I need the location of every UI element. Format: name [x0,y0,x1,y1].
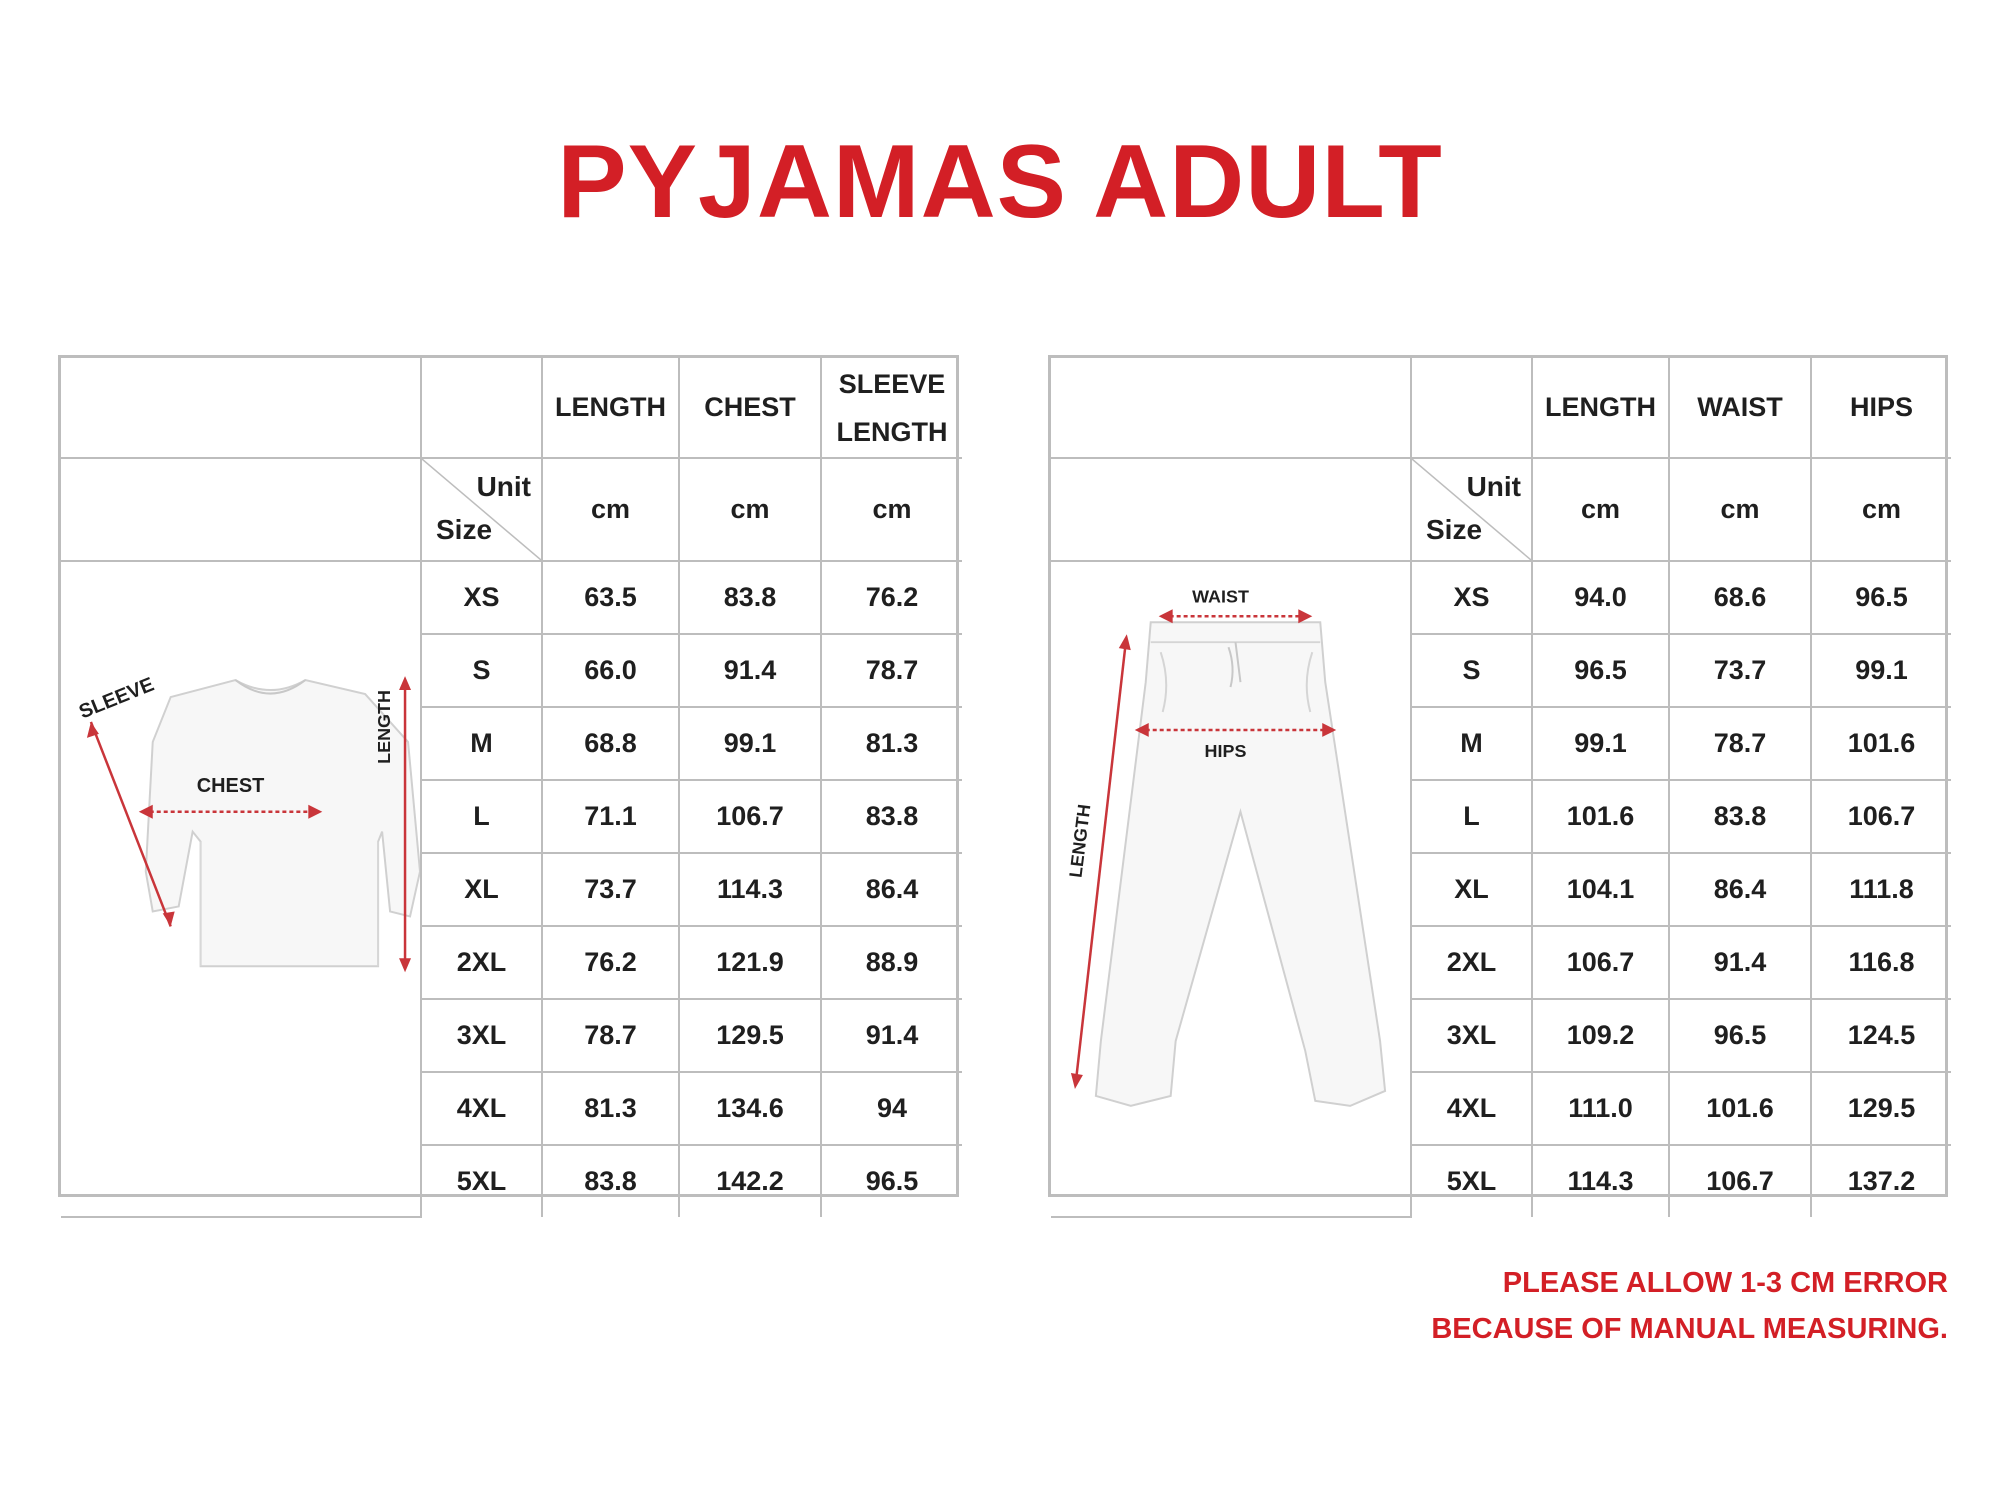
value-cell: 73.7 [1669,634,1811,707]
value-cell: 129.5 [1811,1072,1951,1145]
arrow-head [1119,634,1131,650]
value-cell: 66.0 [542,634,679,707]
hips-label: HIPS [1204,740,1247,761]
arrow-head [1298,609,1312,623]
unit-size-corner [421,458,542,561]
arrow-head [399,958,411,972]
pants-diagram [1051,562,1410,1216]
value-cell: 91.4 [821,999,962,1072]
value-cell: 73.7 [542,853,679,926]
value-cell: 76.2 [542,926,679,999]
header-chest: CHEST [679,358,821,458]
value-cell: 114.3 [1532,1145,1669,1217]
value-cell: 83.8 [821,780,962,853]
note-line-1: PLEASE ALLOW 1-3 CM ERROR [1502,1267,1948,1299]
size-label: Size [436,514,493,545]
value-cell: 83.8 [542,1145,679,1217]
length-label: LENGTH [1065,803,1095,879]
value-cell: 134.6 [679,1072,821,1145]
size-cell: S [421,634,542,707]
arrow-head [1071,1073,1083,1089]
size-label: Size [1426,514,1483,545]
value-cell: 96.5 [1811,561,1951,634]
page-title: PYJAMAS ADULT [557,124,1443,240]
value-cell: 101.6 [1532,780,1669,853]
blank-cell [61,358,421,458]
table-row [1051,561,1951,634]
size-cell: 4XL [421,1072,542,1145]
value-cell: 96.5 [1532,634,1669,707]
value-cell: 91.4 [1669,926,1811,999]
value-cell: 91.4 [679,634,821,707]
value-cell: 71.1 [542,780,679,853]
value-cell: 68.8 [542,707,679,780]
size-cell: 2XL [421,926,542,999]
value-cell: 94 [821,1072,962,1145]
value-cell: 86.4 [1669,853,1811,926]
value-cell: 68.6 [1669,561,1811,634]
value-cell: 109.2 [1532,999,1669,1072]
value-cell: 137.2 [1811,1145,1951,1217]
header-hips: HIPS [1811,358,1951,458]
value-cell: 83.8 [679,561,821,634]
top-size-table [61,358,962,1218]
chest-label: CHEST [196,774,265,797]
header-sleeve-length [821,358,962,458]
unit-size-corner [1411,458,1532,561]
value-cell: 94.0 [1532,561,1669,634]
blank-cell [1411,358,1532,458]
blank-cell [1051,358,1411,458]
value-cell: 99.1 [1532,707,1669,780]
unit-cm: cm [679,458,821,561]
value-cell: 129.5 [679,999,821,1072]
size-cell: 3XL [421,999,542,1072]
size-cell: XL [1411,853,1532,926]
bottom-size-table [1051,358,1951,1218]
sleeve-label: SLEEVE [75,673,158,724]
size-cell: 3XL [1411,999,1532,1072]
header-sleeve-line1: SLEEVE [838,368,946,399]
value-cell: 104.1 [1532,853,1669,926]
size-cell: M [421,707,542,780]
size-cell: S [1411,634,1532,707]
value-cell: 78.7 [1669,707,1811,780]
pants-shape [1096,622,1385,1106]
value-cell: 99.1 [1811,634,1951,707]
value-cell: 96.5 [1669,999,1811,1072]
unit-cm: cm [542,458,679,561]
value-cell: 111.8 [1811,853,1951,926]
value-cell: 106.7 [679,780,821,853]
blank-cell [61,458,421,561]
value-cell: 99.1 [679,707,821,780]
size-cell: L [421,780,542,853]
waist-label: WAIST [1192,586,1249,607]
header-waist: WAIST [1669,358,1811,458]
value-cell: 142.2 [679,1145,821,1217]
length-label: LENGTH [374,690,395,764]
header-row [1051,358,1951,458]
header-length: LENGTH [1532,358,1669,458]
size-cell: 5XL [421,1145,542,1217]
arrow-head [1159,609,1173,623]
value-cell: 114.3 [679,853,821,926]
size-cell: 5XL [1411,1145,1532,1217]
table-row [61,561,962,634]
value-cell: 124.5 [1811,999,1951,1072]
top-size-chart [58,355,959,1197]
measurement-note [1431,1260,1948,1352]
pants-illustration [1051,561,1411,1217]
unit-row [1051,458,1951,561]
unit-cm: cm [1811,458,1951,561]
value-cell: 78.7 [542,999,679,1072]
value-cell: 83.8 [1669,780,1811,853]
value-cell: 106.7 [1811,780,1951,853]
size-cell: M [1411,707,1532,780]
shirt-illustration [61,561,421,1217]
value-cell: 76.2 [821,561,962,634]
unit-label: Unit [1466,471,1521,502]
size-cell: XS [421,561,542,634]
value-cell: 81.3 [542,1072,679,1145]
size-cell: L [1411,780,1532,853]
size-cell: 4XL [1411,1072,1532,1145]
unit-cm: cm [1532,458,1669,561]
value-cell: 78.7 [821,634,962,707]
bottom-size-chart [1048,355,1948,1197]
size-cell: 2XL [1411,926,1532,999]
arrow-head [399,676,411,690]
value-cell: 101.6 [1669,1072,1811,1145]
unit-cm: cm [1669,458,1811,561]
header-length: LENGTH [542,358,679,458]
blank-cell [1051,458,1411,561]
header-sleeve-line2: LENGTH [836,416,948,447]
header-row [61,358,962,458]
size-cell: XL [421,853,542,926]
arrow-head [139,805,153,819]
value-cell: 106.7 [1532,926,1669,999]
note-line-2: BECAUSE OF MANUAL MEASURING. [1431,1313,1948,1345]
value-cell: 111.0 [1532,1072,1669,1145]
value-cell: 106.7 [1669,1145,1811,1217]
value-cell: 63.5 [542,561,679,634]
value-cell: 96.5 [821,1145,962,1217]
size-cell: XS [1411,561,1532,634]
value-cell: 121.9 [679,926,821,999]
value-cell: 116.8 [1811,926,1951,999]
value-cell: 101.6 [1811,707,1951,780]
unit-label: Unit [476,471,531,502]
unit-cm: cm [821,458,962,561]
value-cell: 81.3 [821,707,962,780]
blank-cell [421,358,542,458]
value-cell: 86.4 [821,853,962,926]
shirt-diagram [61,562,420,1216]
unit-row [61,458,962,561]
value-cell: 88.9 [821,926,962,999]
